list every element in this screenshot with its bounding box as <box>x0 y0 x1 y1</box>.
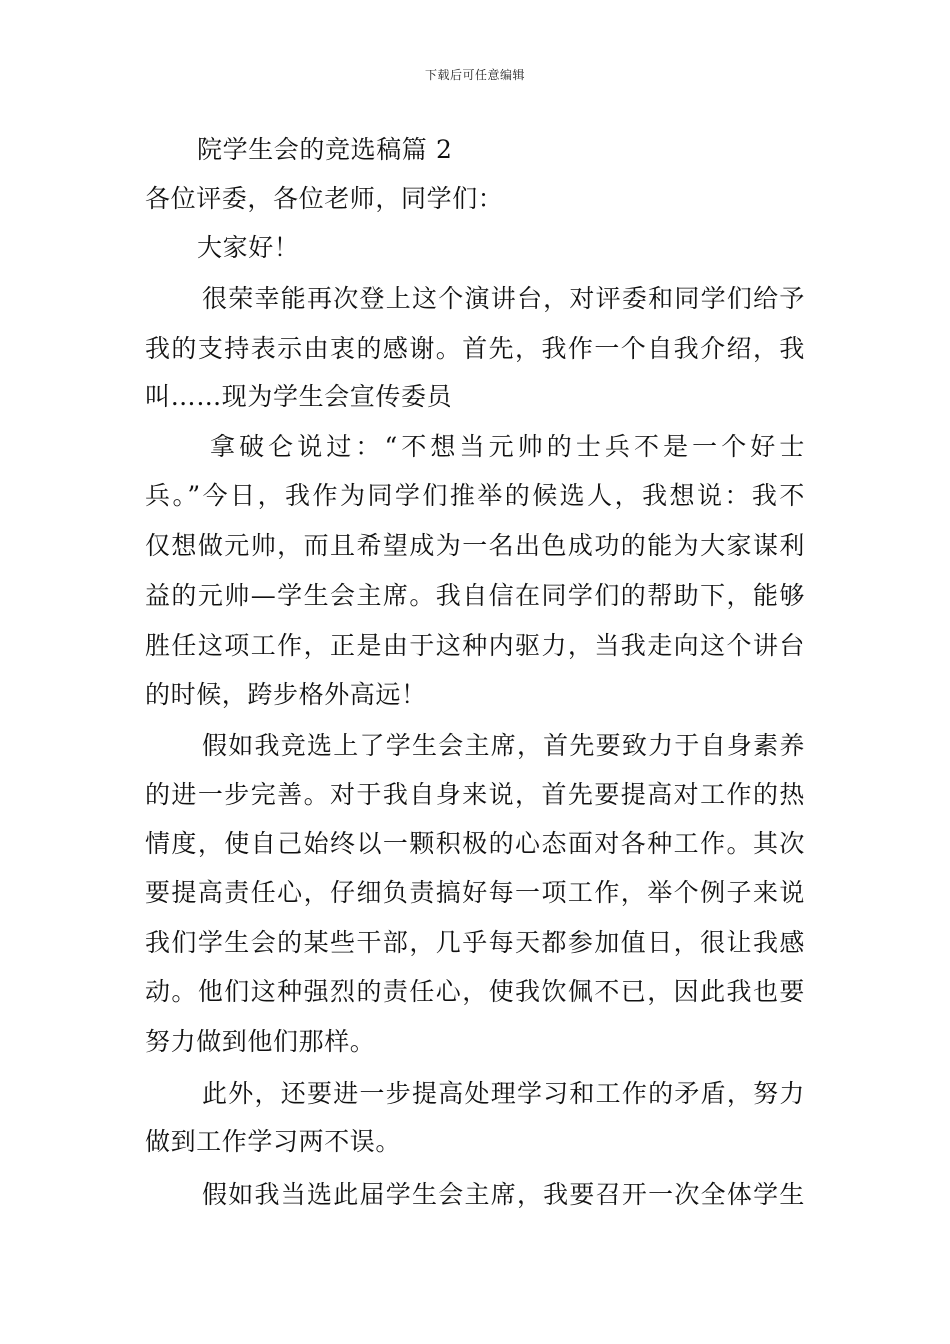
paragraph-line: 情度，使自己始终以一颗积极的心态面对各种工作。其次 <box>145 829 805 858</box>
paragraph-line: 我的支持表示由衷的感谢。首先，我作一个自我介绍，我 <box>145 334 805 363</box>
paragraph-line: 动。他们这种强烈的责任心，使我饮佩不已，因此我也要 <box>145 977 805 1006</box>
paragraph-line: 益的元帅—学生会主席。我自信在同学们的帮助下，能够 <box>145 581 805 610</box>
paragraph-line: 叫……现为学生会宣传委员 <box>145 382 453 411</box>
header-note: 下载后可任意编辑 <box>424 68 525 82</box>
paragraph-line: 拿破仑说过：“不想当元帅的士兵不是一个好士 <box>210 432 805 461</box>
salutation: 各位评委，各位老师，同学们： <box>145 184 504 213</box>
document-title: 院学生会的竞选稿篇 2 <box>197 135 453 164</box>
paragraph-line: 假如我当选此届学生会主席，我要召开一次全体学生 <box>202 1180 805 1209</box>
paragraph-line: 此外，还要进一步提高处理学习和工作的矛盾，努力 <box>202 1079 805 1108</box>
paragraph-line: 做到工作学习两不误。 <box>145 1127 402 1156</box>
paragraph-line: 我们学生会的某些干部，几乎每天都参加值日，很让我感 <box>145 928 805 957</box>
paragraph-line: 胜任这项工作，正是由于这种内驱力，当我走向这个讲台 <box>145 631 805 660</box>
paragraph-line: 假如我竞选上了学生会主席，首先要致力于自身素养 <box>202 731 805 760</box>
paragraph-line: 兵。”今日，我作为同学们推举的候选人，我想说：我不 <box>145 481 805 510</box>
paragraph-line: 的时候，跨步格外高远！ <box>145 680 427 709</box>
paragraph-line: 要提高责任心，仔细负责搞好每一项工作，举个例子来说 <box>145 878 805 907</box>
paragraph-line: 的进一步完善。对于我自身来说，首先要提高对工作的热 <box>145 780 805 809</box>
paragraph-line: 很荣幸能再次登上这个演讲台，对评委和同学们给予 <box>202 284 805 313</box>
greeting: 大家好！ <box>197 233 300 262</box>
paragraph-line: 仅想做元帅，而且希望成为一名出色成功的能为大家谋利 <box>145 531 805 560</box>
paragraph-line: 努力做到他们那样。 <box>145 1027 376 1056</box>
